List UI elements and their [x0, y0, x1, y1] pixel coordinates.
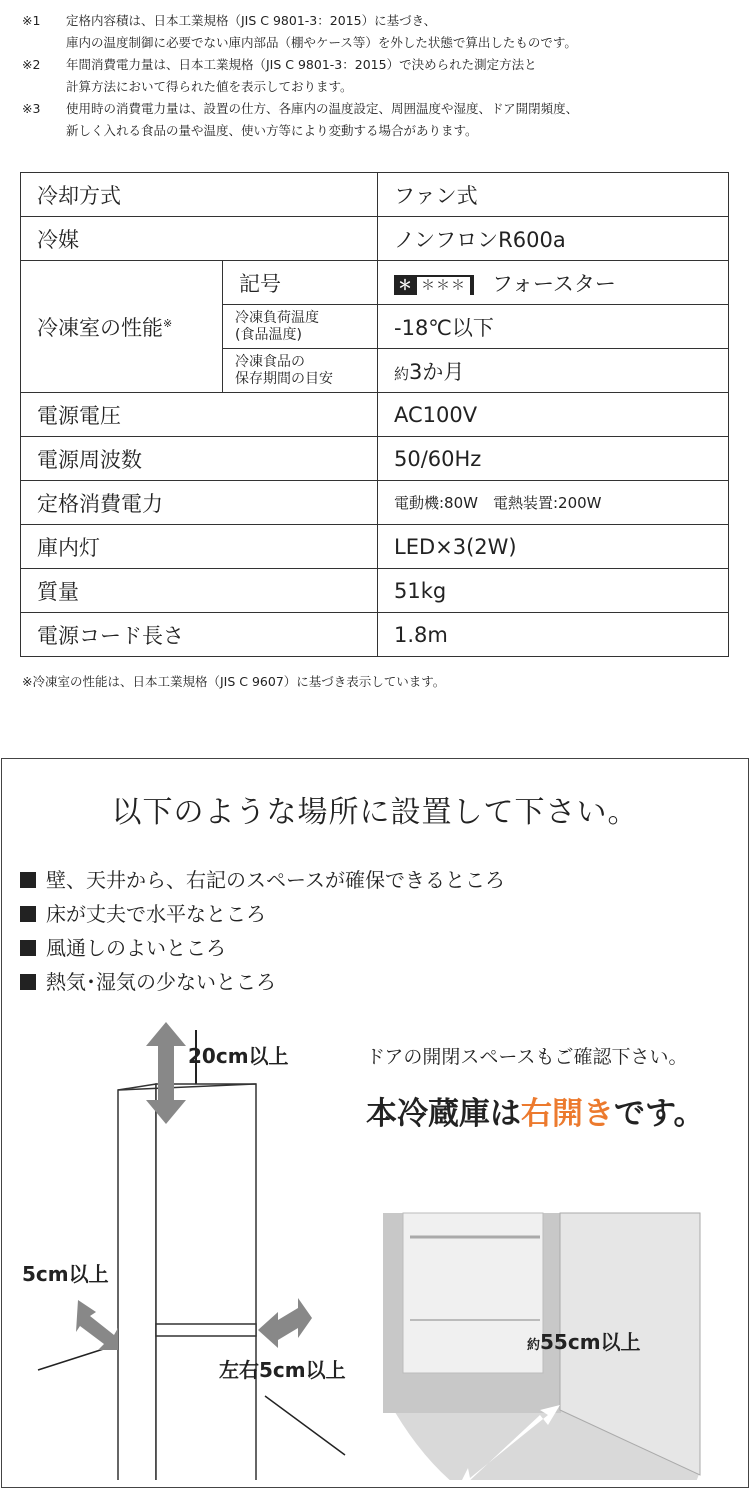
square-bullet-icon — [20, 872, 36, 888]
list-item: 風通しのよいところ — [20, 931, 505, 965]
table-row: 電源電圧 AC100V — [21, 393, 729, 437]
list-item: 床が丈夫で水平なところ — [20, 897, 505, 931]
table-row: 冷凍食品の 保存期間の目安 約3か月 — [21, 349, 729, 393]
double-arrow-icon — [258, 1298, 312, 1348]
fridge-drawing-icon — [118, 1084, 256, 1480]
installation-illustration — [0, 1000, 750, 1480]
table-row: 電源周波数 50/60Hz — [21, 437, 729, 481]
table-row: 冷却方式 ファン式 — [21, 173, 729, 217]
back-clearance-label: 5cm以上 — [22, 1262, 109, 1286]
table-row: 質量 51kg — [21, 569, 729, 613]
four-star-badge: ＊ ＊＊＊ — [394, 275, 474, 295]
square-bullet-icon — [20, 974, 36, 990]
footnote: ※冷凍室の性能は、日本工業規格（JIS C 9607）に基づき表示しています。 — [22, 674, 446, 689]
install-bullets — [20, 863, 505, 999]
table-row: 庫内灯 LED×3(2W) — [21, 525, 729, 569]
spec-table — [20, 172, 729, 657]
top-clearance-label: 20cm以上 — [188, 1044, 289, 1068]
list-item: 熱気･湿気の少ないところ — [20, 965, 505, 999]
floor-line — [265, 1396, 345, 1455]
notes — [22, 10, 578, 142]
table-row: 冷媒 ノンフロンR600a — [21, 217, 729, 261]
table-row: 冷凍室の性能※ 記号 ＊ ＊＊＊ フォースター — [21, 261, 729, 305]
note-3: ※3 使用時の消費電力量は、設置の仕方、各庫内の温度設定、周囲温度や湿度、ドア開閉頻度、 新しく入れる食品の量や温度、使い方等により変動する場合があります。 — [22, 101, 579, 138]
freezer-label: 冷凍室の性能※ — [21, 261, 223, 393]
table-row: 電源コード長さ 1.8m — [21, 613, 729, 657]
side-clearance-label: 左右5cm以上 — [219, 1358, 346, 1382]
table-row: 定格消費電力 電動機:80W 電熱装置:200W — [21, 481, 729, 525]
note-1: ※1 定格内容積は、日本工業規格（JIS C 9801-3：2015）に基づき、 庫内の温度制御に必要でない庫内部品（棚やケース等）を外した状態で算出したものです。 — [22, 13, 577, 50]
table-row: 冷凍負荷温度 (食品温度) -18℃以下 — [21, 305, 729, 349]
note-2: ※2 年間消費電力量は、日本工業規格（JIS C 9801-3：2015）で決められた測定方法と 計算方法において得られた値を表示しております。 — [22, 57, 537, 94]
door-note: ドアの開閉スペースもご確認下さい。 — [366, 1046, 688, 1068]
door-clearance-label: 約55cm以上 — [527, 1330, 641, 1354]
square-bullet-icon — [20, 906, 36, 922]
right-open-heading: 本冷蔵庫は右開きです。 — [366, 1096, 705, 1132]
install-title: 以下のような場所に設置して下さい。 — [111, 795, 639, 830]
list-item: 壁、天井から、右記のスペースが確保できるところ — [20, 863, 505, 897]
diagonal-arrow-icon — [76, 1300, 118, 1350]
square-bullet-icon — [20, 940, 36, 956]
